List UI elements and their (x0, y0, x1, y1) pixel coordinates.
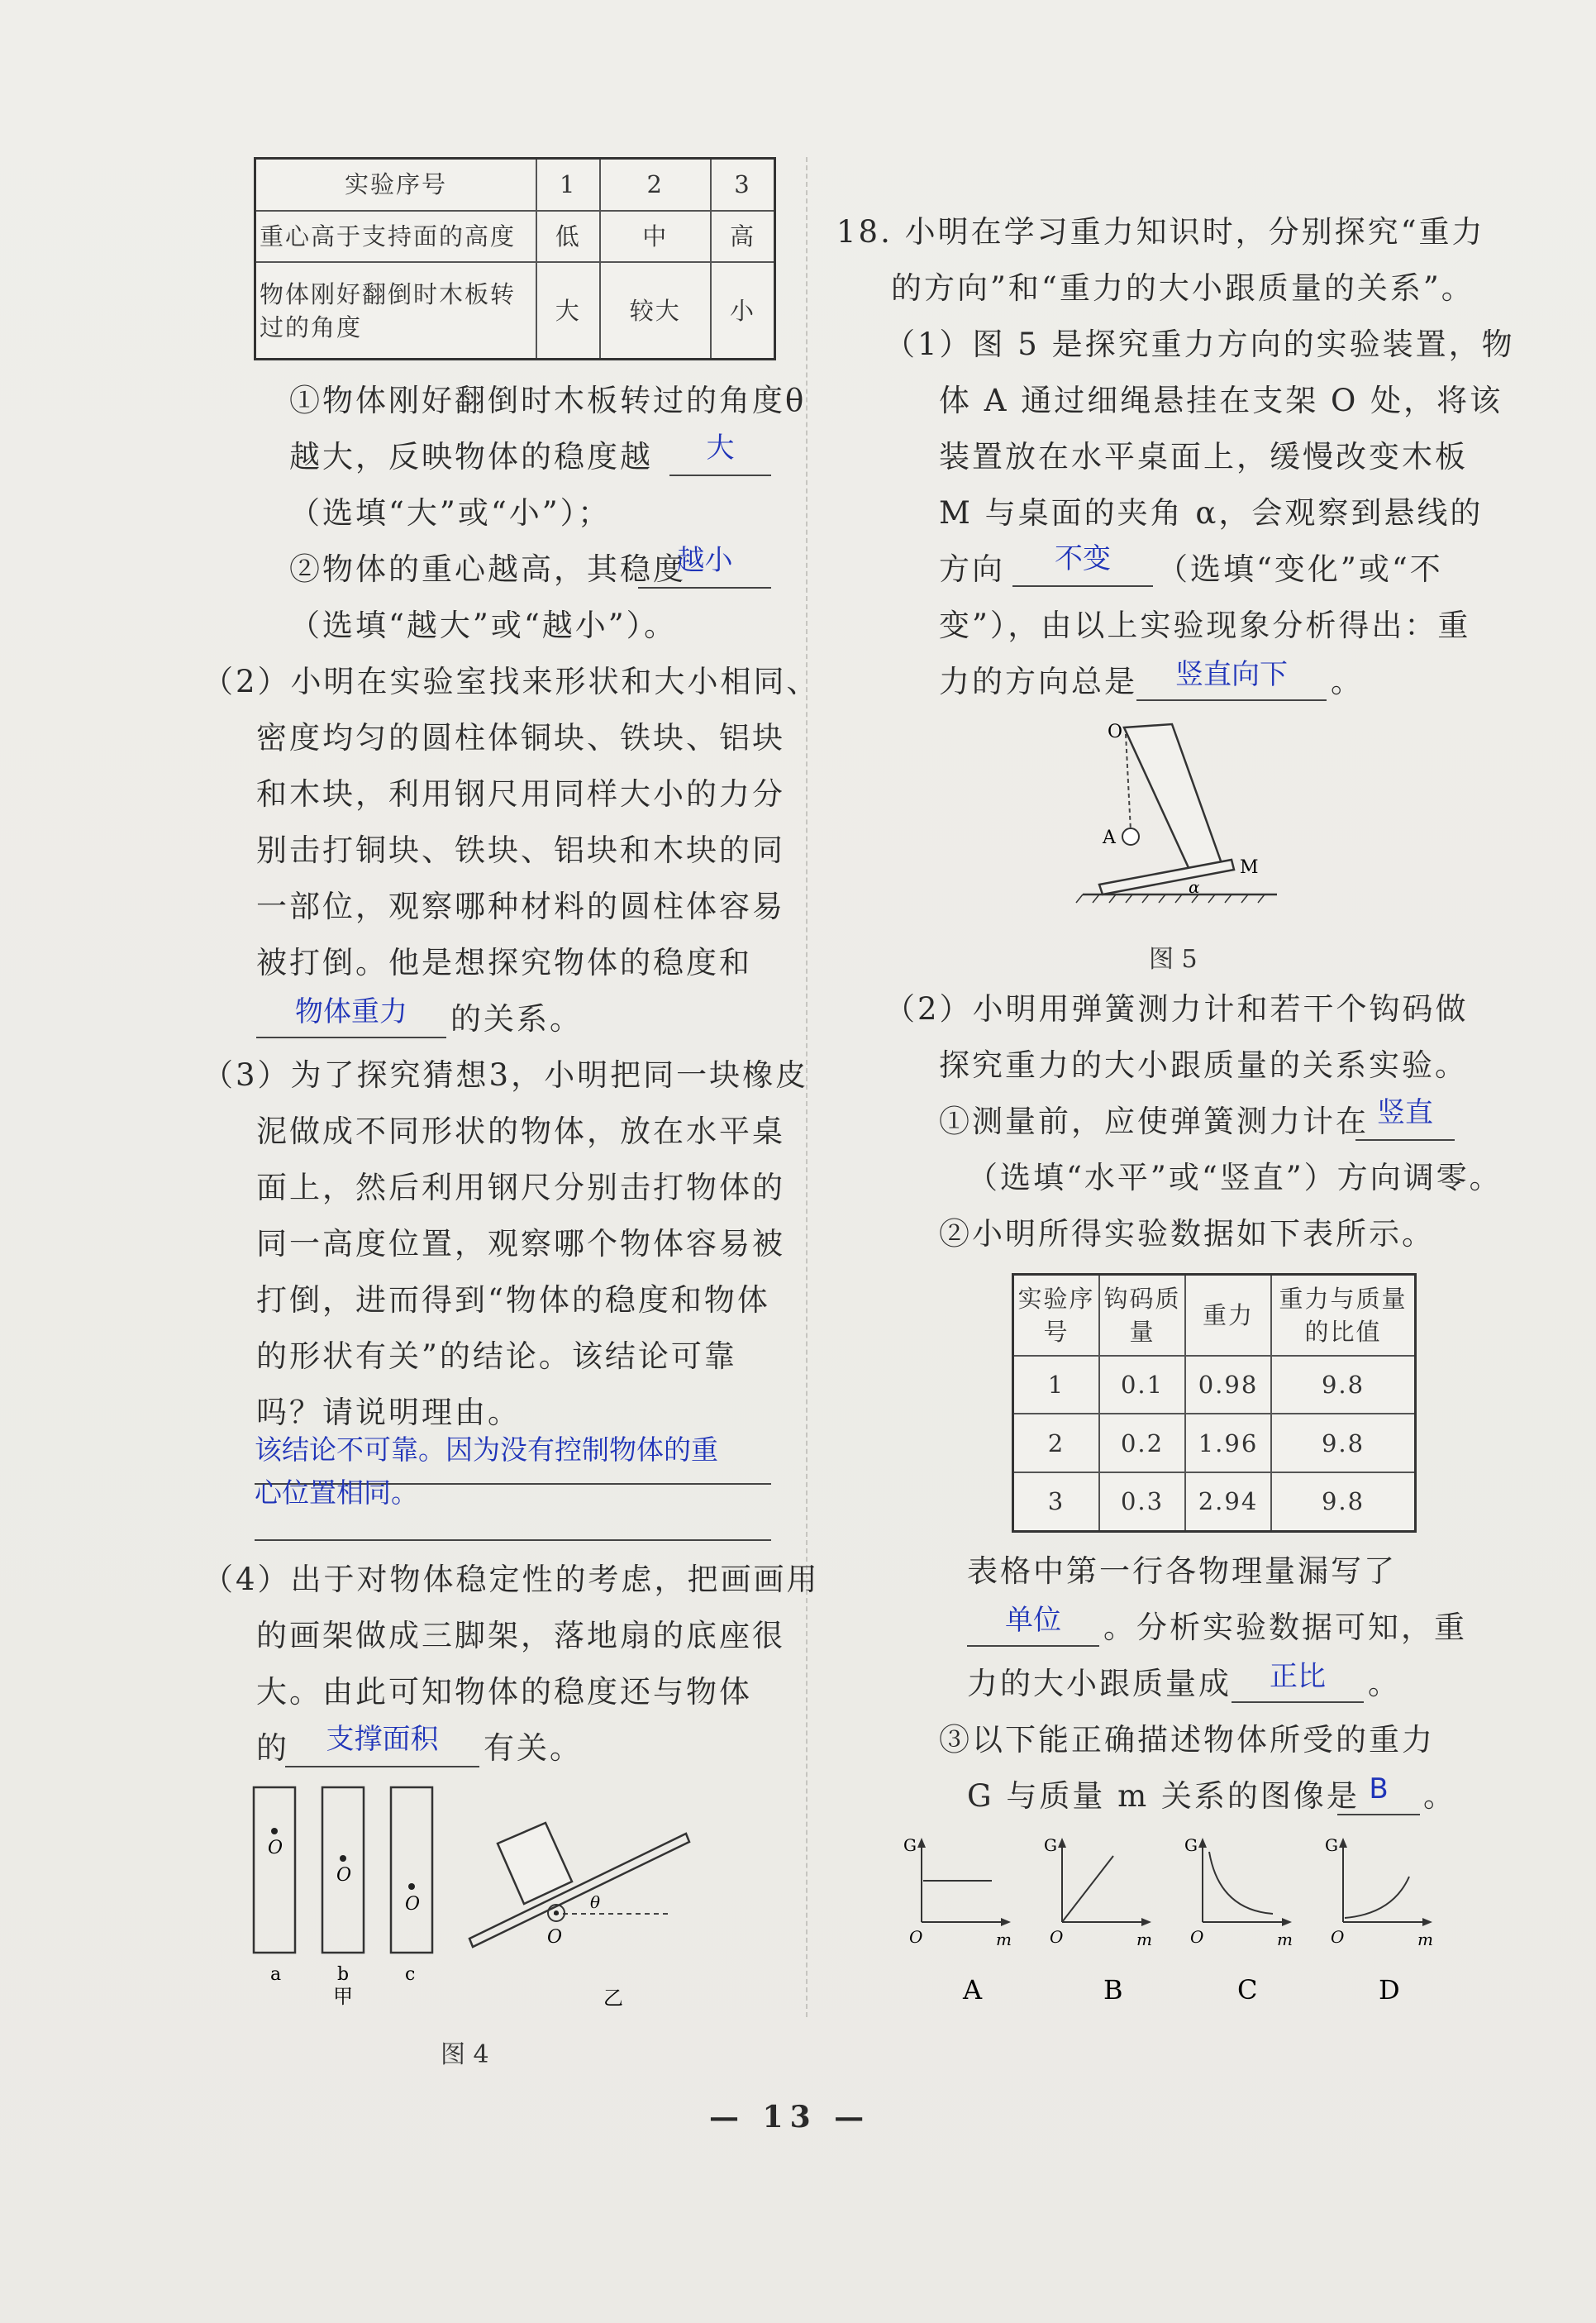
axis-m: m (1277, 1929, 1293, 1949)
label-o-a: O (268, 1838, 283, 1858)
table-row (255, 159, 775, 211)
q18-p2-line-12: 。 (1423, 1778, 1456, 1814)
table-cell: 大 (536, 262, 600, 359)
q18-p2-line-7: 。分析实验数据可知，重 (1103, 1610, 1467, 1645)
graph-options (897, 1831, 1451, 2013)
object-a (1122, 828, 1139, 845)
answer-text: B (1369, 1772, 1389, 1805)
figure-4 (240, 1777, 703, 2017)
q1-line-1: ①物体刚好翻倒时木板转过的角度θ (289, 383, 807, 418)
answer-text: 竖直向下 (1175, 658, 1288, 691)
q18-line-2: 的方向”和“重力的大小跟质量的关系”。 (891, 270, 1475, 306)
answer-blank (256, 1037, 446, 1038)
q3-line-2: 泥做成不同形状的物体，放在水平桌 (256, 1114, 785, 1149)
q4-line-5: 有关。 (484, 1730, 583, 1766)
graph-b (1044, 1835, 1152, 2006)
table-cell: 较大 (600, 262, 711, 359)
table-cell: 9.8 (1271, 1414, 1416, 1472)
q18-p1-line-7: 变”），由以上实验现象分析得出：重 (939, 608, 1471, 643)
tilting-block (498, 1823, 572, 1904)
answer-text: 越小 (676, 544, 733, 577)
answer-blank (669, 475, 771, 476)
q1-line-5: （选填“越大”或“越小”）。 (289, 608, 678, 643)
board-m (1099, 860, 1234, 894)
figure-5-caption: 图 5 (1149, 945, 1198, 974)
answer-blank (967, 1645, 1099, 1647)
block-c (391, 1787, 432, 1953)
answer-blank (1136, 699, 1327, 701)
q2-line-2: 密度均匀的圆柱体铜块、铁块、铝块 (256, 720, 785, 756)
label-jia: 甲 (333, 1985, 353, 2008)
table-cell: 重力与质量的比值 (1271, 1275, 1416, 1356)
axis-g: G (1325, 1835, 1338, 1855)
table-row (1013, 1414, 1416, 1472)
axis-o: O (1190, 1927, 1204, 1947)
q4-line-1: （4）出于对物体稳定性的考虑，把画画用 (202, 1562, 820, 1597)
label-o-c: O (405, 1894, 421, 1915)
label-a: a (270, 1964, 282, 1985)
q18-p1-line-6: （选填“变化”或“不 (1157, 551, 1443, 587)
table-cell: 实验序号 (255, 159, 537, 211)
label-yi: 乙 (603, 1987, 623, 2010)
axis-o: O (1050, 1927, 1064, 1947)
table-cell: 3 (711, 159, 775, 211)
table-cell: 0.3 (1099, 1472, 1185, 1532)
axis-m: m (1417, 1929, 1433, 1949)
q18-p2-line-9: 。 (1368, 1666, 1401, 1701)
table-cell: 9.8 (1271, 1356, 1416, 1414)
page-number: — 13 — (709, 2100, 871, 2135)
table-cell: 3 (1013, 1472, 1100, 1532)
table-row (255, 211, 775, 262)
table-cell: 实验序号 (1013, 1275, 1100, 1356)
answer-text: 不变 (1055, 542, 1111, 575)
q18-p2-line-5: ②小明所得实验数据如下表所示。 (939, 1216, 1435, 1252)
table-cell: 0.2 (1099, 1414, 1185, 1472)
label-b: b (337, 1964, 350, 1985)
graph-label-c: C (1237, 1974, 1258, 2006)
graph-a (903, 1835, 1012, 2006)
answer-blank (1012, 585, 1153, 587)
table-cell: 2 (1013, 1414, 1100, 1472)
graph-c (1184, 1835, 1293, 2006)
table-cell: 中 (600, 211, 711, 262)
label-alpha: α (1189, 877, 1200, 897)
label-a: A (1103, 828, 1116, 848)
table-cell: 低 (536, 211, 600, 262)
q2-line-6: 被打倒。他是想探究物体的稳度和 (256, 945, 752, 980)
q3-line-1: （3）为了探究猜想3，小明把同一块橡皮 (202, 1057, 809, 1093)
table-row (255, 262, 775, 359)
table-cell: 1 (1013, 1356, 1100, 1414)
q3-line-5: 打倒，进而得到“物体的稳度和物体 (256, 1282, 770, 1318)
answer-text: 物体重力 (295, 995, 407, 1028)
answer-blank (255, 1539, 771, 1541)
answer-text: 心位置相同。 (255, 1476, 418, 1509)
q18-p1-line-1: （1）图 5 是探究重力方向的实验装置，物 (884, 327, 1515, 362)
label-m: M (1240, 857, 1259, 878)
q2-line-7: 的关系。 (450, 1001, 583, 1037)
axis-o: O (1331, 1927, 1345, 1947)
table-cell: 小 (711, 262, 775, 359)
center-dot-a (271, 1828, 278, 1834)
q3-line-7: 吗？请说明理由。 (256, 1395, 521, 1430)
block-a (254, 1787, 295, 1953)
q18-p1-line-5: 方向 (939, 551, 1005, 587)
q4-line-2: 的画架做成三脚架，落地扇的底座很 (256, 1618, 785, 1653)
answer-blank (638, 587, 771, 589)
table-cell: 1 (536, 159, 600, 211)
table-cell: 物体刚好翻倒时木板转过的角度 (255, 262, 537, 359)
q18-p1-line-4: M 与桌面的夹角 α，会观察到悬线的 (939, 495, 1484, 531)
label-o-b: O (336, 1865, 352, 1886)
q2-line-5: 一部位，观察哪种材料的圆柱体容易 (256, 889, 785, 924)
label-o: O (547, 1927, 563, 1948)
answer-blank (285, 1766, 479, 1767)
answer-text: 大 (706, 432, 735, 465)
q18-p2-line-11: G 与质量 m 关系的图像是 (967, 1778, 1360, 1814)
gravity-data-table (1012, 1273, 1417, 1533)
table-cell: 高 (711, 211, 775, 262)
table-cell: 2.94 (1185, 1472, 1271, 1532)
label-theta: θ (590, 1892, 601, 1912)
table-cell: 2 (600, 159, 711, 211)
answer-text: 正比 (1270, 1660, 1326, 1693)
center-dot-c (408, 1883, 415, 1890)
q18-p2-line-4: （选填“水平”或“竖直”）方向调零。 (967, 1160, 1503, 1195)
q18-p1-line-9: 。 (1331, 664, 1364, 699)
axis-g: G (1184, 1835, 1198, 1855)
answer-text: 单位 (1005, 1604, 1061, 1637)
axis-m: m (996, 1929, 1012, 1949)
q3-line-6: 的形状有关”的结论。该结论可靠 (256, 1338, 737, 1374)
table-cell: 0.98 (1185, 1356, 1271, 1414)
q2-line-3: 和木块，利用钢尺用同样大小的力分 (256, 776, 785, 812)
answer-text: 该结论不可靠。因为没有控制物体的重 (255, 1433, 718, 1466)
table-cell: 0.1 (1099, 1356, 1185, 1414)
q18-p2-line-2: 探究重力的大小跟质量的关系实验。 (939, 1047, 1468, 1083)
q4-line-4: 的 (256, 1730, 289, 1766)
graph-label-b: B (1103, 1974, 1123, 2006)
table-cell: 钩码质量 (1099, 1275, 1185, 1356)
q18-p2-line-1: （2）小明用弹簧测力计和若干个钩码做 (884, 991, 1469, 1027)
q3-line-3: 面上，然后利用钢尺分别击打物体的 (256, 1170, 785, 1205)
figure-5 (1066, 711, 1281, 918)
graph-label-d: D (1379, 1974, 1400, 2006)
pivot-dot (554, 1910, 559, 1915)
center-dot-b (340, 1855, 346, 1862)
q4-line-3: 大。由此可知物体的稳度还与物体 (256, 1674, 752, 1710)
q18-p2-line-6: 表格中第一行各物理量漏写了 (967, 1553, 1397, 1589)
table-cell: 9.8 (1271, 1472, 1416, 1532)
support-frame (1124, 724, 1223, 871)
figure-4-caption: 图 4 (441, 2040, 489, 2069)
answer-blank (1355, 1139, 1455, 1141)
axis-o: O (909, 1927, 923, 1947)
hanging-string (1126, 734, 1131, 831)
answer-text: 支撑面积 (326, 1723, 439, 1756)
graph-label-a: A (963, 1974, 983, 2006)
table-hatch (1076, 894, 1265, 903)
answer-blank (1232, 1701, 1364, 1703)
q18-p2-line-10: ③以下能正确描述物体所受的重力 (939, 1722, 1435, 1758)
q1-line-2: 越大，反映物体的稳度越 (289, 439, 653, 475)
q2-line-4: 别击打铜块、铁块、铝块和木块的同 (256, 832, 785, 868)
q18-p2-line-3: ①测量前，应使弹簧测力计在 (939, 1104, 1369, 1139)
table-cell: 重力 (1185, 1275, 1271, 1356)
answer-blank (1337, 1814, 1420, 1815)
q18-p1-line-3: 装置放在水平桌面上，缓慢改变木板 (939, 439, 1468, 475)
q1-line-3: （选填“大”或“小”）； (289, 495, 612, 531)
answer-text: 竖直 (1377, 1096, 1433, 1129)
label-o: O (1108, 722, 1123, 742)
stability-table (254, 157, 776, 360)
label-c: c (405, 1964, 416, 1985)
axis-g: G (903, 1835, 917, 1855)
q1-line-4: ②物体的重心越高，其稳度 (289, 551, 686, 587)
table-row (1013, 1356, 1416, 1414)
q18-line-1: 18. 小明在学习重力知识时，分别探究“重力 (836, 214, 1485, 250)
q3-line-4: 同一高度位置，观察哪个物体容易被 (256, 1226, 785, 1262)
q2-line-1: （2）小明在实验室找来形状和大小相同、 (202, 664, 820, 699)
axis-m: m (1136, 1929, 1152, 1949)
q18-p1-line-2: 体 A 通过细绳悬挂在支架 O 处，将该 (939, 383, 1503, 418)
table-row (1013, 1472, 1416, 1532)
table-row (1013, 1275, 1416, 1356)
table-cell: 1.96 (1185, 1414, 1271, 1472)
axis-g: G (1044, 1835, 1057, 1855)
q18-p2-line-8: 力的大小跟质量成 (967, 1666, 1232, 1701)
table-cell: 重心高于支持面的高度 (255, 211, 537, 262)
q18-p1-line-8: 力的方向总是 (939, 664, 1137, 699)
graph-d (1325, 1835, 1433, 2006)
